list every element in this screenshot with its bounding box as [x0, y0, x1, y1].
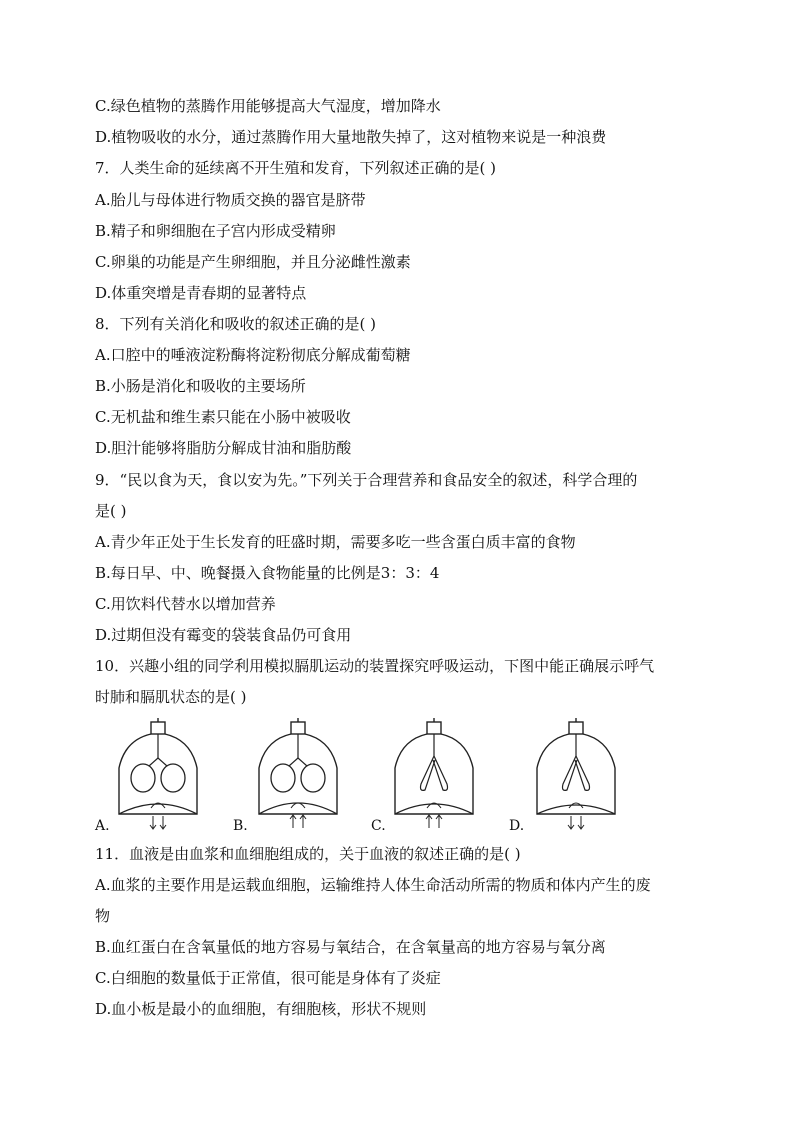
option-8c: C.无机盐和维生素只能在小肠中被吸收	[95, 408, 351, 426]
question-9-cont: 是( )	[95, 502, 127, 520]
figure-option-d	[509, 718, 659, 838]
option-9c: C.用饮料代替水以增加营养	[95, 595, 276, 613]
figure-option-b	[233, 718, 383, 838]
option-11a-cont: 物	[95, 907, 111, 925]
option-7c: C.卵巢的功能是产生卵细胞，并且分泌雌性激素	[95, 253, 411, 271]
option-9d: D.过期但没有霉变的袋装食品仍可食用	[95, 626, 352, 644]
figure-label-a: A.	[95, 818, 110, 834]
option-9a: A.青少年正处于生长发育的旺盛时期，需要多吃一些含蛋白质丰富的食物	[95, 533, 576, 551]
text-line: C.绿色植物的蒸腾作用能够提高大气湿度，增加降水	[95, 97, 441, 115]
option-9b: B.每日早、中、晚餐摄入食物能量的比例是3：3：4	[95, 564, 440, 582]
bell-jar-a-icon	[105, 718, 215, 830]
text-line: D.植物吸收的水分，通过蒸腾作用大量地散失掉了，这对植物来说是一种浪费	[95, 128, 607, 146]
option-11a: A.血浆的主要作用是运载血细胞，运输维持人体生命活动所需的物质和体内产生的废	[95, 876, 651, 894]
option-8b: B.小肠是消化和吸收的主要场所	[95, 377, 306, 395]
figure-label-b: B.	[233, 818, 248, 834]
option-7b: B.精子和卵细胞在子宫内形成受精卵	[95, 222, 336, 240]
question-9: 9．“民以食为天，食以安为先。”下列关于合理营养和食品安全的叙述，科学合理的	[95, 471, 638, 489]
figure-option-c	[371, 718, 521, 838]
question-8: 8．下列有关消化和吸收的叙述正确的是( )	[95, 315, 377, 333]
option-11b: B.血红蛋白在含氧量低的地方容易与氧结合，在含氧量高的地方容易与氧分离	[95, 938, 606, 956]
diaphragm-model-figure	[95, 718, 705, 838]
option-7d: D.体重突增是青春期的显著特点	[95, 284, 307, 302]
bell-jar-d-icon	[523, 718, 633, 830]
option-8d: D.胆汁能够将脂肪分解成甘油和脂肪酸	[95, 439, 352, 457]
bell-jar-b-icon	[245, 718, 355, 830]
option-8a: A.口腔中的唾液淀粉酶将淀粉彻底分解成葡萄糖	[95, 346, 411, 364]
figure-option-a	[95, 718, 245, 838]
option-11c: C.白细胞的数量低于正常值，很可能是身体有了炎症	[95, 969, 441, 987]
figure-label-c: C.	[371, 818, 386, 834]
bell-jar-c-icon	[381, 718, 491, 830]
question-10: 10．兴趣小组的同学利用模拟膈肌运动的装置探究呼吸运动，下图中能正确展示呼气	[95, 657, 655, 675]
question-7: 7．人类生命的延续离不开生殖和发育，下列叙述正确的是( )	[95, 159, 497, 177]
question-11: 11．血液是由血浆和血细胞组成的，关于血液的叙述正确的是( )	[95, 845, 521, 863]
option-11d: D.血小板是最小的血细胞，有细胞核，形状不规则	[95, 1000, 427, 1018]
figure-label-d: D.	[509, 818, 525, 834]
option-7a: A.胎儿与母体进行物质交换的器官是脐带	[95, 191, 366, 209]
question-10-cont: 时肺和膈肌状态的是( )	[95, 688, 247, 706]
